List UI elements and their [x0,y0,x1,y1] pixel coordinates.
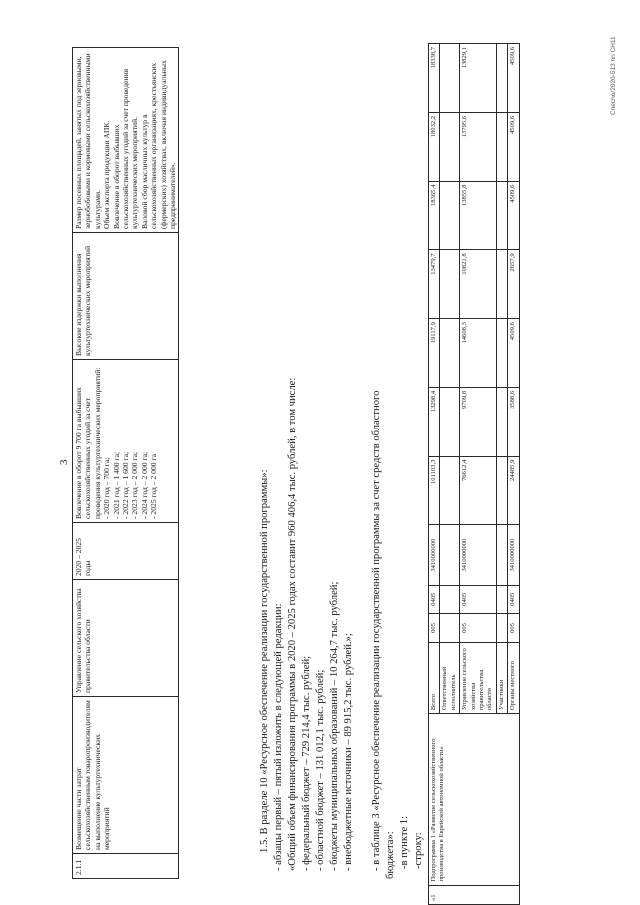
text-line: - бюджеты муниципальных образований – 10 264,7 тыс. рублей; [329,581,340,871]
text-line: - федеральный бюджет – 729 214,4 тыс. рублей; [301,655,312,871]
value-cell: 13829,1 [460,44,497,113]
measure-indicators [73,48,179,233]
value-cell: 18032,2 [429,112,440,181]
text-line: - в таблице 3 «Ресурсное обеспечение реализации государственной программы за счет средств областного [371,390,382,871]
table-row [429,44,440,905]
indicator-line: Вовлечение в оборот выбывших сельскохозяйственных угодий за счет проведения культуртехнических мероприятий. [111,68,140,229]
finance-table [428,43,520,905]
value-cell: 24485,9 [508,456,519,525]
text-line: бюджета»: [385,831,396,879]
text-line: -в пункте 1: [399,815,410,869]
result-line: - 2024 год – 2 000 га; [139,451,149,519]
value-cell: 13298,4 [429,387,440,456]
grbs-code: 005 [429,613,440,643]
result-line: - 2021 год – 1 400 га; [111,451,121,519]
page-number: 3 [58,459,70,465]
result-line: - 2023 год – 2 000 га; [130,451,140,519]
value-cell: 101103,3 [429,456,440,525]
value-cell: 4509,6 [508,44,519,113]
value-cell: 13795,6 [460,112,497,181]
row-label: Органы местного [508,643,519,714]
value-cell: 4509,6 [508,181,519,250]
rz-code: 0405 [429,585,440,613]
grbs-code: 005 [508,613,519,643]
value-cell: 18338,7 [429,44,440,113]
csr-code: 3410000000 [460,525,497,586]
value-cell: 18365,4 [429,181,440,250]
measure-result [73,360,179,523]
rz-code: 0405 [508,585,519,613]
csr-code: 3410000000 [429,525,440,586]
measure-number: 2.1.1 [73,854,179,879]
value-cell: 14608,3 [460,319,497,388]
value-cell: 2657,9 [508,250,519,319]
value-cell: 13479,7 [429,250,440,319]
subprogram-name: Подпрограмма 1 «Развитие сельскохозяйственного производства в Еврейской автономной области» [429,714,520,885]
text-line: «Общий объем финансирования программы в 2020 – 2025 годах составит 960 406,4 тыс. рублей, в том числе: [287,377,298,871]
grbs-code: 005 [460,613,497,643]
value-cell: 76612,4 [460,456,497,525]
indicator-line: Объем экспорта продукции АПК. [102,120,112,229]
row-label: Управление сельского хозяйства правительства области [460,643,497,714]
result-line: - 2022 год – 1 600 га; [121,451,131,519]
measure-period: 2020 – 2025 годы [73,523,179,580]
csr-code: 3410000000 [508,525,519,586]
footer-stamp: Сnecho/2020-513 nn CH11 [610,36,617,115]
rz-code: 0405 [460,585,497,613]
value-cell: 13855,8 [460,181,497,250]
row-label: Ответственный исполнитель [440,643,460,714]
indicator-line: Валовой сбор масличных культур в сельскохозяйственных организациях, крестьянских (фермерских) хозяйствах, включая индивидуальных предпринимателей». [139,60,178,229]
text-line: - абзацы первый – пятый изложить в следующей редакции: [273,603,284,871]
indicator-line: Размер посевных площадей, занятых под зерновыми, зернобобовыми и кормовыми сельскохозяйственными культурами. [74,53,102,229]
table-row [73,48,179,879]
text-line: 1.5. В разделе 10 «Ресурсное обеспечение реализации государственной программы»: [259,469,270,853]
measures-table [72,47,179,879]
row-number: «1 [429,885,520,904]
result-line: - 2025 год – 2 000 га [149,454,159,519]
value-cell: 4509,6 [508,112,519,181]
row-label: Всего [429,643,440,714]
value-cell: 10821,8 [460,250,497,319]
value-cell: 4509,6 [508,319,519,388]
text-line: - областной бюджет – 131 012,1 тыс. рублей; [315,669,326,871]
value-cell: 3588,6 [508,387,519,456]
measure-executor: Управление сельского хозяйства правительства области [73,580,179,697]
measure-consequences: Высокие издержки выполнения культуртехнических мероприятий [73,233,179,360]
value-cell: 9709,8 [460,387,497,456]
row-label: Участники [496,643,507,714]
text-line: - внебюджетные источники – 89 915,2 тыс. рублей.»; [343,633,354,871]
result-line: Вовлечение в оборот 9 700 га выбывших сельскохозяйственных угодий за счет проведения культуртехнических мероприятий: [74,367,102,519]
value-cell: 19117,9 [429,319,440,388]
result-line: - 2020 год – 700 га; [102,457,112,519]
measure-name: Возмещение части затрат сельскохозяйственным товаропроизводителям на выполнение культуртехнических мероприятий [73,697,179,854]
text-line: -строку: [413,832,424,869]
